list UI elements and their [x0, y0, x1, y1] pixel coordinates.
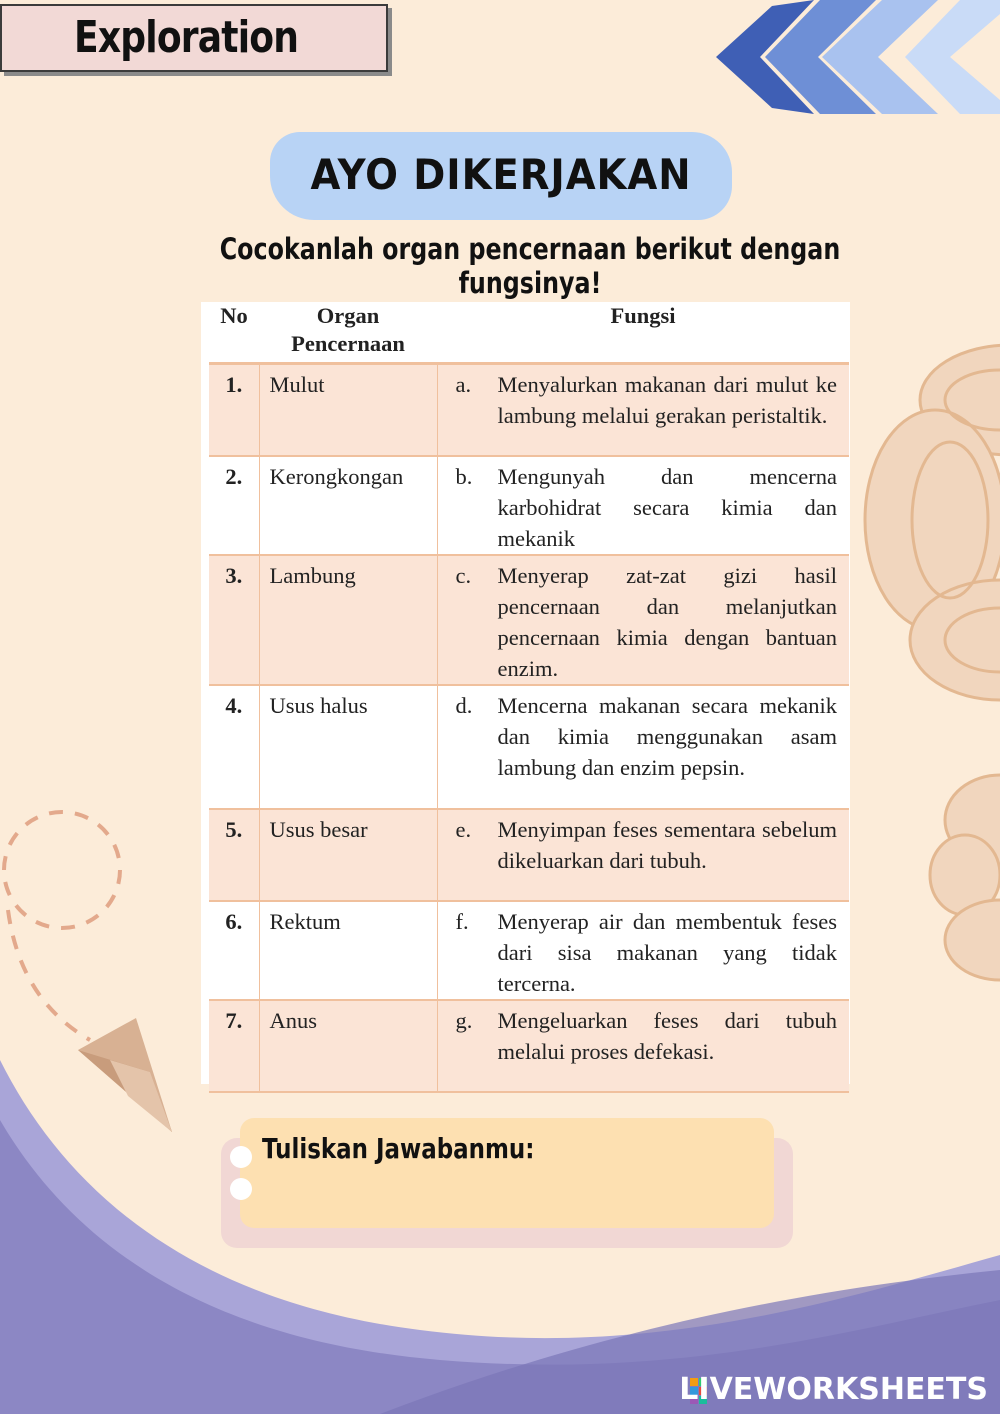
- organ-name: Anus: [259, 1000, 437, 1092]
- organ-name: Usus besar: [259, 809, 437, 901]
- table-row: [209, 555, 849, 685]
- function-text: Mengeluarkan feses dari tubuh melalui proses defekasi.: [488, 1000, 850, 1092]
- matching-table: [209, 302, 849, 1093]
- table-row: [209, 364, 849, 456]
- row-number: 1.: [209, 364, 259, 456]
- function-letter: c.: [437, 555, 488, 685]
- header-fungsi: Fungsi: [437, 302, 849, 364]
- organ-name: Mulut: [259, 364, 437, 456]
- header-no: No: [209, 302, 259, 364]
- organ-name: Rektum: [259, 901, 437, 1000]
- row-number: 5.: [209, 809, 259, 901]
- function-text: Mengunyah dan mencerna karbohidrat secara kimia dan mekanik: [488, 456, 850, 555]
- row-number: 7.: [209, 1000, 259, 1092]
- table-row: [209, 901, 849, 1000]
- section-title: Exploration: [74, 12, 299, 63]
- function-text: Mencerna makanan secara mekanik dan kimia menggunakan asam lambung dan enzim pepsin.: [488, 685, 850, 809]
- function-letter: g.: [437, 1000, 488, 1092]
- table-row: [209, 1000, 849, 1092]
- answer-box[interactable]: [240, 1118, 774, 1228]
- table-row: [209, 809, 849, 901]
- dashed-path: [4, 812, 120, 1040]
- row-number: 4.: [209, 685, 259, 809]
- section-tag: [0, 4, 388, 72]
- title-pill: [270, 132, 732, 220]
- paper-plane-icon: [78, 1018, 172, 1132]
- organ-table: [201, 302, 850, 1084]
- function-letter: b.: [437, 456, 488, 555]
- chevrons-left-icon: [716, 0, 1000, 114]
- flower-icon: [930, 775, 1000, 980]
- function-text: Menyerap air dan membentuk feses dari sisa makanan yang tidak tercerna.: [488, 901, 850, 1000]
- function-letter: f.: [437, 901, 488, 1000]
- row-number: 6.: [209, 901, 259, 1000]
- function-text: Menyimpan feses sementara sebelum dikeluarkan dari tubuh.: [488, 809, 850, 901]
- header-organ: [259, 302, 437, 364]
- instruction-text: Cocokanlah organ pencernaan berikut dengan fungsinya!: [219, 232, 841, 300]
- row-number: 3.: [209, 555, 259, 685]
- organ-name: Kerongkongan: [259, 456, 437, 555]
- bullet-dot: [230, 1146, 252, 1168]
- function-text: Menyerap zat-zat gizi hasil pencernaan dan melanjutkan pencernaan kimia dengan bantuan enzim.: [488, 555, 850, 685]
- function-letter: e.: [437, 809, 488, 901]
- brand-logo-text[interactable]: LIVEWORKSHEETS: [679, 1372, 988, 1407]
- page-title: AYO DIKERJAKAN: [310, 150, 692, 199]
- function-letter: d.: [437, 685, 488, 809]
- organ-name: Lambung: [259, 555, 437, 685]
- answer-label: Tuliskan Jawabanmu:: [262, 1132, 535, 1165]
- table-row: [209, 456, 849, 555]
- table-header-row: [209, 302, 849, 364]
- header-organ-line2: Pencernaan: [291, 331, 405, 356]
- flower-icon: [865, 345, 1000, 700]
- header-organ-line1: Organ: [316, 303, 380, 328]
- organ-name: Usus halus: [259, 685, 437, 809]
- function-letter: a.: [437, 364, 488, 456]
- bullet-dot: [230, 1178, 252, 1200]
- function-text: Menyalurkan makanan dari mulut ke lambung melalui gerakan peristaltik.: [488, 364, 850, 456]
- row-number: 2.: [209, 456, 259, 555]
- table-row: [209, 685, 849, 809]
